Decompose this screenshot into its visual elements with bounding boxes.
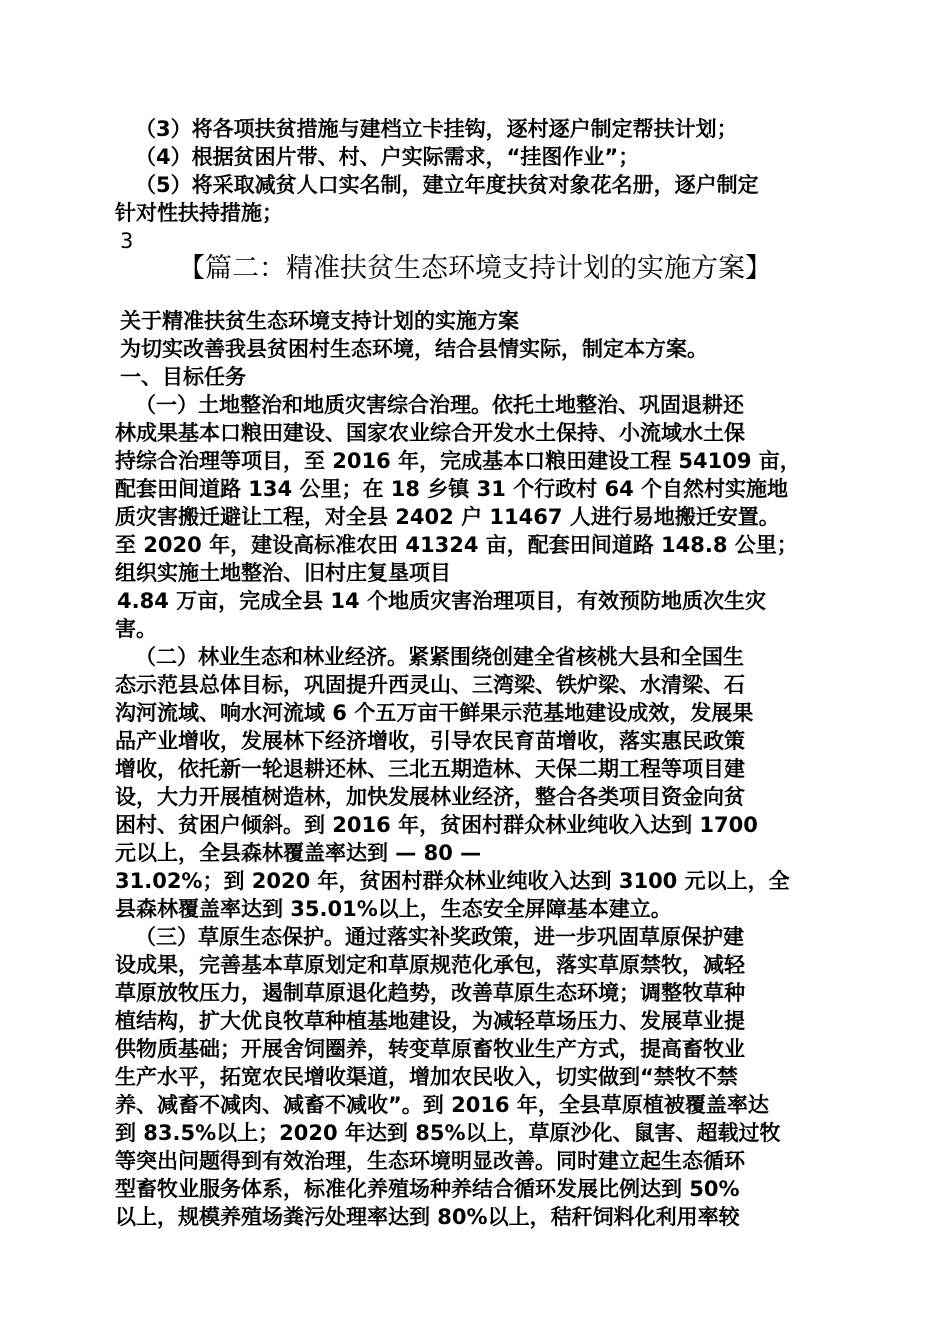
- paragraph-line: （二）林业生态和林业经济。紧紧围绕创建全省核桃大县和全国生: [135, 645, 744, 669]
- paragraph-line: 植结构，扩大优良牧草种植基地建设，为减轻草场压力、发展草业提: [115, 1009, 745, 1033]
- paragraph-line: 养、减畜不减肉、减畜不减收”。到 2016 年，全县草原植被覆盖率达: [115, 1093, 769, 1117]
- paragraph-line: 生产水平，拓宽农民增收渠道，增加农民收入，切实做到“禁牧不禁: [115, 1065, 738, 1089]
- paragraph-line: 困村、贫困户倾斜。到 2016 年，贫困村群众林业纯收入达到 1700: [115, 813, 758, 837]
- paragraph-line: 配套田间道路 134 公里；在 18 乡镇 31 个行政村 64 个自然村实施地: [115, 477, 788, 501]
- paragraph-line: 沟河流域、响水河流域 6 个五万亩干鲜果示范基地建设成效，发展果: [115, 701, 754, 725]
- paragraph-line: 组织实施土地整治、旧村庄复垦项目: [115, 561, 451, 585]
- paragraph-line: 型畜牧业服务体系，标准化养殖场种养结合循环发展比例达到 50%: [115, 1177, 740, 1201]
- paragraph-line: 县森林覆盖率达到 35.01%以上，生态安全屏障基本建立。: [115, 897, 672, 921]
- paragraph-line: 设成果，完善基本草原划定和草原规范化承包，落实草原禁牧，减轻: [115, 953, 745, 977]
- paragraph-line: 31.02%；到 2020 年，贫困村群众林业纯收入达到 3100 元以上，全: [115, 869, 790, 893]
- paragraph-line: 为切实改善我县贫困村生态环境，结合县情实际，制定本方案。: [120, 337, 708, 361]
- paragraph-line: （一）土地整治和地质灾害综合治理。依托土地整治、巩固退耕还: [135, 393, 744, 417]
- paragraph-line: 等突出问题得到有效治理，生态环境明显改善。同时建立起生态循环: [115, 1149, 745, 1173]
- paragraph-line: 以上，规模养殖场粪污处理率达到 80%以上，秸秆饲料化利用率较: [115, 1205, 740, 1229]
- paragraph-line: （三）草原生态保护。通过落实补奖政策，进一步巩固草原保护建: [135, 925, 744, 949]
- section-title: 【篇二：精准扶贫生态环境支持计划的实施方案】: [178, 253, 772, 284]
- paragraph-line: 元以上，全县森林覆盖率达到 — 80 —: [115, 841, 482, 865]
- list-item: 针对性扶持措施；: [115, 201, 283, 225]
- page-number: 3: [120, 229, 134, 253]
- list-item: （4）根据贫困片带、村、户实际需求，“挂图作业”；: [135, 145, 640, 169]
- paragraph-line: 至 2020 年，建设高标准农田 41324 亩，配套田间道路 148.8 公里；: [115, 533, 798, 557]
- paragraph-line: 持综合治理等项目，至 2016 年，完成基本口粮田建设工程 54109 亩，: [115, 449, 801, 473]
- paragraph-line: 4.84 万亩，完成全县 14 个地质灾害治理项目，有效预防地质次生灾: [117, 589, 766, 613]
- paragraph-line: 增收，依托新一轮退耕还林、三北五期造林、天保二期工程等项目建: [115, 757, 745, 781]
- section-heading: 一、目标任务: [120, 365, 246, 389]
- paragraph-line: 到 83.5%以上；2020 年达到 85%以上，草原沙化、鼠害、超载过牧: [115, 1121, 781, 1145]
- list-item: （3）将各项扶贫措施与建档立卡挂钩，逐村逐户制定帮扶计划；: [135, 117, 738, 141]
- paragraph-line: 供物质基础；开展舍饲圈养，转变草原畜牧业生产方式，提高畜牧业: [115, 1037, 745, 1061]
- list-item: （5）将采取减贫人口实名制，建立年度扶贫对象花名册，逐户制定: [135, 173, 759, 197]
- document-heading: 关于精准扶贫生态环境支持计划的实施方案: [120, 309, 519, 333]
- paragraph-line: 品产业增收，发展林下经济增收，引导农民育苗增收，落实惠民政策: [115, 729, 745, 753]
- paragraph-line: 态示范县总体目标，巩固提升西灵山、三湾梁、铁炉梁、水清梁、石: [115, 673, 745, 697]
- paragraph-line: 草原放牧压力，遏制草原退化趋势，改善草原生态环境；调整牧草种: [115, 981, 745, 1005]
- paragraph-line: 害。: [115, 617, 157, 641]
- paragraph-line: 质灾害搬迁避让工程，对全县 2402 户 11467 人进行易地搬迁安置。: [115, 505, 780, 529]
- paragraph-line: 设，大力开展植树造林，加快发展林业经济，整合各类项目资金向贫: [115, 785, 745, 809]
- paragraph-line: 林成果基本口粮田建设、国家农业综合开发水土保持、小流域水土保: [115, 421, 745, 445]
